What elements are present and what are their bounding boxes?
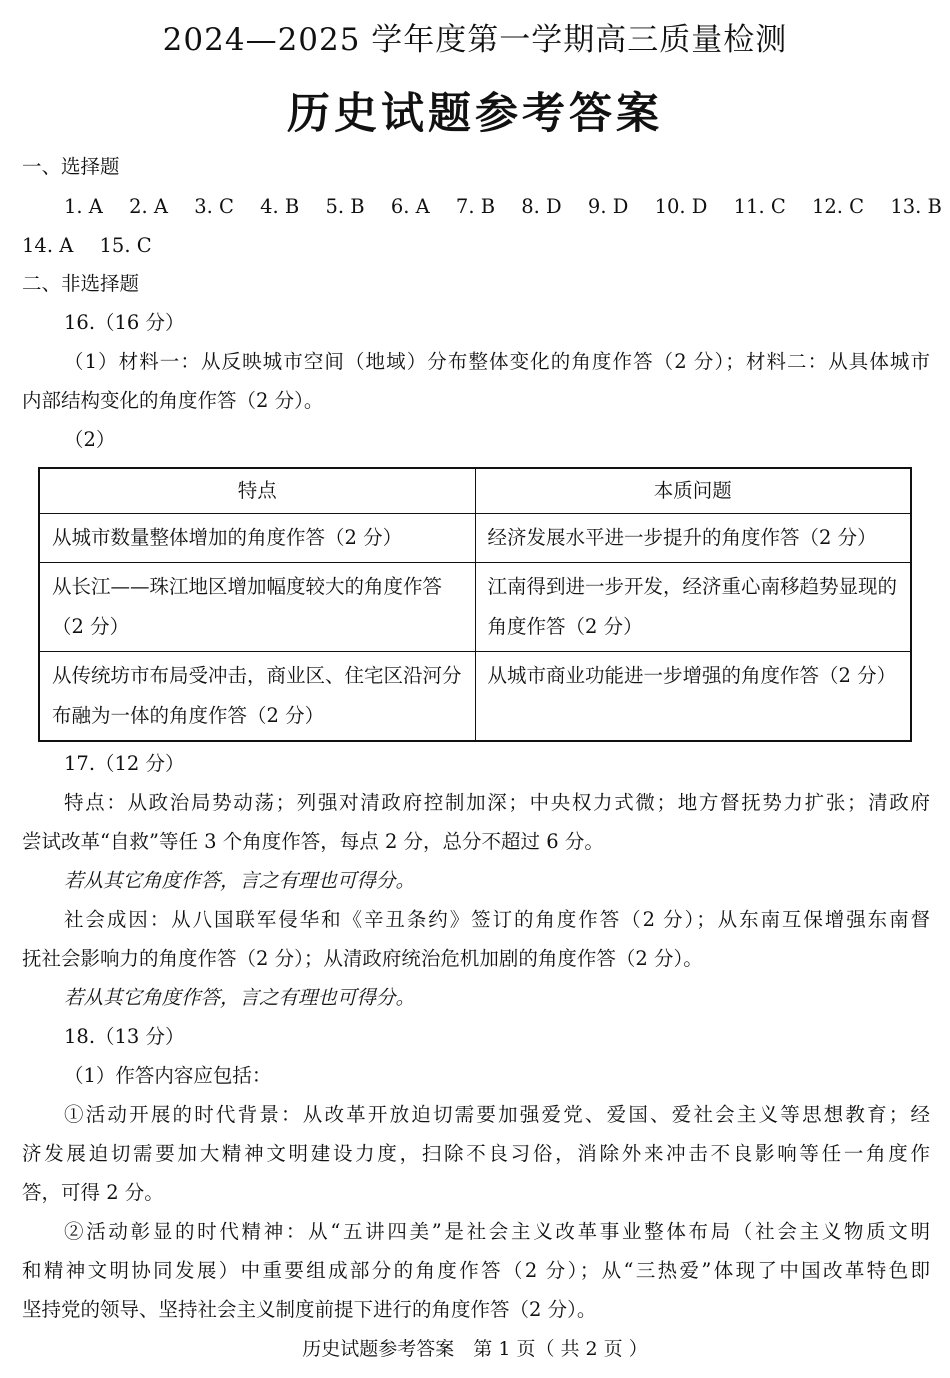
- table-header-cell: 特点: [39, 468, 475, 514]
- answer-item: 13. B: [890, 195, 942, 218]
- q16-answer-table: [38, 467, 912, 742]
- table-cell: 从长江——珠江地区增加幅度较大的角度作答（2 分）: [39, 563, 475, 652]
- table-row: [39, 652, 911, 742]
- q17-causes-line2: 抚社会影响力的角度作答（2 分）；从清政府统治危机加剧的角度作答（2 分）。: [22, 947, 703, 970]
- table-cell: 经济发展水平进一步提升的角度作答（2 分）: [475, 514, 911, 563]
- q17-features-line1: 特点：从政治局势动荡；列强对清政府控制加深；中央权力式微；地方督抚势力扩张；清政府: [64, 791, 930, 814]
- table-header-cell: 本质问题: [475, 468, 911, 514]
- answer-item: 14. A: [22, 234, 74, 257]
- table-row: [39, 563, 911, 652]
- answer-item: 7. B: [455, 195, 496, 218]
- q17-label: 17.（12 分）: [64, 752, 185, 775]
- table-cell: 从城市商业功能进一步增强的角度作答（2 分）: [475, 652, 911, 742]
- answer-item: 1. A: [64, 195, 103, 218]
- q18-item2-line1: ②活动彰显的时代精神：从“五讲四美”是社会主义改革事业整体布局（社会主义物质文明: [64, 1220, 930, 1243]
- answer-item: 5. B: [325, 195, 365, 218]
- answers-row-1: [64, 187, 950, 226]
- answer-item: 3. C: [194, 195, 234, 218]
- q18-item1-line3: 答，可得 2 分。: [22, 1181, 164, 1204]
- answer-item: 11. C: [733, 195, 786, 218]
- q16-part2-label: （2）: [64, 428, 116, 451]
- table-cell: 从传统坊市布局受冲击，商业区、住宅区沿河分布融为一体的角度作答（2 分）: [39, 652, 475, 742]
- q17-note-2: 若从其它角度作答，言之有理也可得分。: [64, 986, 416, 1009]
- section1-heading: 一、选择题: [22, 155, 120, 178]
- answer-item: 9. D: [587, 195, 629, 218]
- q18-label: 18.（13 分）: [64, 1025, 185, 1048]
- section2-heading: 二、非选择题: [22, 272, 140, 295]
- q17-causes-line1: 社会成因：从八国联军侵华和《辛丑条约》签订的角度作答（2 分）；从东南互保增强东南督: [64, 908, 930, 931]
- table-header-row: [39, 468, 911, 514]
- answers-row-2: [22, 226, 172, 265]
- q16-label: 16.（16 分）: [64, 311, 185, 334]
- table-cell: 从城市数量整体增加的角度作答（2 分）: [39, 514, 475, 563]
- exam-header: 2024—2025 学年度第一学期高三质量检测: [162, 22, 788, 58]
- q18-item1-line1: ①活动开展的时代背景：从改革开放迫切需要加强爱党、爱国、爱社会主义等思想教育；经: [64, 1103, 930, 1126]
- table-row: [39, 514, 911, 563]
- q18-intro: （1）作答内容应包括：: [64, 1064, 272, 1087]
- answer-item: 15. C: [99, 234, 152, 257]
- answer-item: 10. D: [654, 195, 708, 218]
- q17-note-1: 若从其它角度作答，言之有理也可得分。: [64, 869, 416, 892]
- answer-item: 4. B: [260, 195, 300, 218]
- q16-part1-line2: 内部结构变化的角度作答（2 分）。: [22, 389, 324, 412]
- answer-item: 8. D: [521, 195, 562, 218]
- q16-part1-line1: （1）材料一：从反映城市空间（地域）分布整体变化的角度作答（2 分）；材料二：从具体城市: [64, 350, 930, 373]
- q18-item1-line2: 济发展迫切需要加大精神文明建设力度，扫除不良习俗，消除外来冲击不良影响等任一角度作: [22, 1142, 930, 1165]
- q18-item2-line3: 坚持党的领导、坚持社会主义制度前提下进行的角度作答（2 分）。: [22, 1298, 597, 1321]
- q17-features-line2: 尝试改革“自救”等任 3 个角度作答，每点 2 分，总分不超过 6 分。: [22, 830, 604, 853]
- q18-item2-line2: 和精神文明协同发展）中重要组成部分的角度作答（2 分）；从“三热爱”体现了中国改革特色即: [22, 1259, 930, 1282]
- page-footer: 历史试题参考答案 第 1 页（ 共 2 页 ）: [302, 1338, 648, 1360]
- page-title: 历史试题参考答案: [287, 89, 663, 139]
- answer-item: 2. A: [129, 195, 168, 218]
- answer-item: 6. A: [390, 195, 430, 218]
- answer-item: 12. C: [811, 195, 865, 218]
- table-cell: 江南得到进一步开发，经济重心南移趋势显现的角度作答（2 分）: [475, 563, 911, 652]
